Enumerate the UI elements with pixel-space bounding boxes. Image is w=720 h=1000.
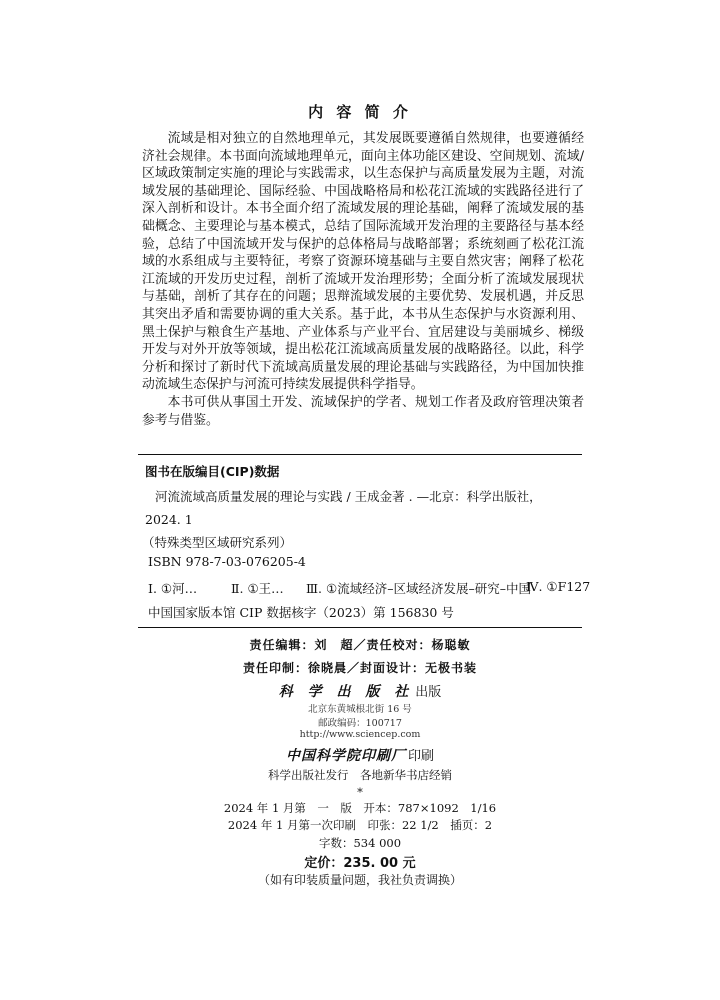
cip-isbn-line: ISBN 978-7-03-076205-4 [148, 554, 306, 569]
wordcount-line: 字数：534 000 [318, 836, 402, 850]
summary-body [142, 130, 584, 429]
cip-class-1: Ⅰ. ①河… [148, 581, 198, 596]
cip-series-line: （特殊类型区域研究系列） [142, 535, 293, 550]
cip-top-rule [138, 454, 582, 455]
cip-number-line: 中国国家版本馆 CIP 数据核字（2023）第 156830 号 [148, 605, 454, 620]
printer-brand: 中国科学院印刷厂 [285, 748, 406, 764]
cip-title-line: 河流流域高质量发展的理论与实践 / 王成金著 . —北京：科学出版社， [155, 489, 542, 504]
printer-suffix: 印刷 [407, 749, 434, 764]
publisher-website: http://www.sciencep.com [299, 729, 421, 740]
summary-paragraph-2: 本书可供从事国土开发、流域保护的学者、规划工作者及政府管理决策者参考与借鉴。 [142, 394, 584, 428]
cip-class-4: Ⅳ. ①F127 [526, 579, 591, 594]
price-line: 定价：235. 00 元 [304, 856, 416, 871]
publisher-suffix: 出版 [415, 685, 442, 700]
publisher-line [0, 681, 720, 701]
cip-class-2: Ⅱ. ①王… [231, 581, 284, 596]
responsible-print-design: 责任印制：徐晓晨／封面设计：无极书装 [242, 661, 477, 675]
cip-heading: 图书在版编目(CIP)数据 [145, 464, 280, 479]
quality-notice: （如有印装质量问题，我社负责调换） [257, 873, 462, 887]
separator-star: * [357, 785, 363, 799]
printer-line [0, 745, 720, 765]
cip-date-line: 2024. 1 [145, 512, 193, 527]
printing-line: 2024 年 1 月第一次印刷 印张：22 1/2 插页：2 [227, 818, 493, 832]
edition-line: 2024 年 1 月第 一 版 开本：787×1092 1/16 [223, 801, 497, 815]
cip-class-3: Ⅲ. ①流域经济–区域经济发展–研究–中国 [306, 581, 531, 596]
summary-paragraph-1: 流域是相对独立的自然地理单元，其发展既要遵循自然规律，也要遵循经济社会规律。本书面向流域地理单元，面向主体功能区建设、空间规划、流域/区域政策制定实施的理论与实践需求，以生态保护与高质量发展为主题，对流域发展的基础理论、国际经验、中国战略格局和松花江流域的实践路径进行了深入剖析和设计。本书全面介绍了流域发展的理论基础，阐释了流域发展的基础概念、主要理论与基本模式，总结了国际流域开发治理的主要路径与基本经验，总结了中国流域开发与保护的总体格局与战略部署；系统刻画了松花江流域的水系组成与主要特征，考察了资源环境基础与主要自然灾害；阐释了松花江流域的开发历史过程，剖析了流域开发治理形势；全面分析了流域发展现状与基础，剖析了其存在的问题；思辩流域发展的主要优势、发展机遇，并反思其突出矛盾和需要协调的重大关系。基于此，本书从生态保护与水资源利用、黑土保护与粮食生产基地、产业体系与产业平台、宜居建设与美丽城乡、梯级开发与对外开放等领域，提出松花江流域高质量发展的战略路径。以此，科学分析和探讨了新时代下流域高质量发展的理论基础与实践路径，为中国加快推动流域生态保护与河流可持续发展提供科学指导。 [142, 131, 584, 393]
publisher-brand: 科 学 出 版 社 [278, 684, 414, 700]
publisher-address: 北京东黄城根北街 16 号 [308, 704, 412, 715]
cip-bottom-rule [138, 627, 582, 628]
publisher-postcode: 邮政编码：100717 [318, 718, 402, 729]
summary-title: 内 容 简 介 [308, 103, 412, 121]
responsible-editors: 责任编辑：刘 超／责任校对：杨聪敏 [249, 638, 471, 652]
distribution-line: 科学出版社发行 各地新华书店经销 [268, 768, 452, 782]
